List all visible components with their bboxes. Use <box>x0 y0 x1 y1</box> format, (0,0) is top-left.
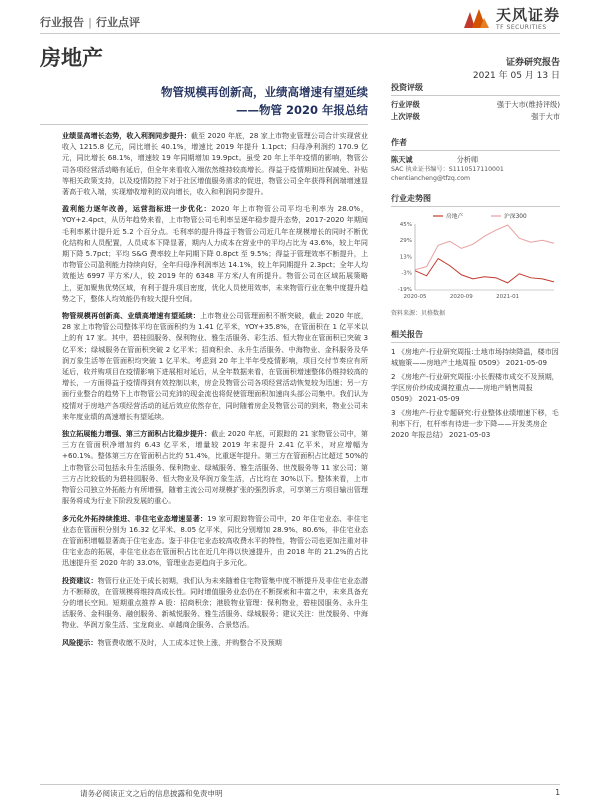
paragraph <box>62 130 368 197</box>
industry-rating-row <box>391 99 560 111</box>
main-body <box>62 130 368 654</box>
paragraph <box>62 513 368 569</box>
paragraph <box>62 575 368 631</box>
subcategory-label: 行业点评 <box>96 16 141 29</box>
legend-label: 沪深300 <box>504 214 527 220</box>
industry-rating-value: 强于大市(维持评级) <box>496 100 560 109</box>
author-name: 陈天诚 <box>391 155 413 164</box>
paragraph-lead: 多元化外拓持续推进、非住宅业态增速显著： <box>62 513 208 523</box>
paragraph-lead: 业绩显高增长态势，收入利润同步提升： <box>62 131 191 140</box>
y-tick-label: 13% <box>399 254 412 261</box>
disclaimer-footer: 请务必阅读正文之后的信息披露和免责申明 <box>80 789 223 798</box>
logo-cn-text: 天风证券 <box>495 5 560 24</box>
series-line-0 <box>415 259 554 283</box>
title-line-2: ——物管 2020 年报总结 <box>235 103 368 117</box>
x-tick-label: 2020-05 <box>403 294 427 300</box>
x-tick-label: 2021-01 <box>496 294 520 300</box>
prev-rating-value: 强于大市 <box>531 112 560 121</box>
industry-rating-key: 行业评级 <box>391 100 420 109</box>
author-row <box>391 154 560 165</box>
paragraph-text: 19 家可跟踪物管公司中，20 年住宅业态、非住宅业态在管面积分别为 16.32 亿平米、8.05 亿平米，同比分别增加 28.9%、80.6%，非住宅业态在管面积增幅显著高于住宅业态。鉴于非住宅业态较高收费水平的特性，物管公司也更加注重对非住宅业态的拓展，非住宅业态在管面积占比在近几年得以快速提升，由 2018 年的 21.2%的占比迅速提升至 2020 年的 33.0%，管理业态更趋向于多元化。 <box>62 513 368 568</box>
report-type: 证券研究报告 <box>505 58 560 68</box>
legend-label: 房地产 <box>446 214 464 220</box>
trend-heading: 行业走势图 <box>391 193 560 207</box>
trend-chart-svg <box>391 210 560 306</box>
title-line-1: 物管规模再创新高，业绩高增速有望延续 <box>161 85 368 99</box>
paragraph-lead: 风险提示： <box>62 637 98 647</box>
y-tick-label: 29% <box>399 238 412 245</box>
related-report-item[interactable]: 1 《房地产-行业研究周报:土地市场持续降温，楼市因城施策——房地产土地周报 0509》 2021-05-09 <box>391 347 559 367</box>
author-email[interactable]: chentiancheng@tfzq.com <box>391 175 471 182</box>
rating-heading: 投资评级 <box>391 82 560 96</box>
report-title <box>40 84 368 125</box>
page-number: 1 <box>555 788 560 797</box>
paragraph-text: 截至 2020 年底，28 家上市物业管理公司合计实现营业收入 1215.8 亿元，同比增长 40.1%，增速比 2019 年提升 1.1pct；归母净利润约 170.9 亿元，同比增长 68.1%，增速较 19 年同期增加 19.9pct。虽受 20 年上半年疫情的影响，物管公司各项经营活动略有延后，但全年来看收入端依然维持较高增长。得益于疫情期间社保减免、补贴等相关政策支持，以及疫情防控下对于社区增值服务需求的促进，物管公司全年获得利润端增速显著高于收入端，实现增收增利的双向增长，收入和利润同步提升。 <box>62 131 369 197</box>
prev-rating-key: 上次评级 <box>391 112 420 121</box>
related-heading: 相关报告 <box>391 329 560 343</box>
company-logo <box>461 6 560 32</box>
paragraph-text: 上市物业公司管理面积不断突破，截止 2020 年底，28 家上市物管公司整体平均在管面积约为 1.41 亿平米，YOY+35.8%，在管面积在 1 亿平米以上的有 17 家。其中，碧桂园服务、保利物业、雅生活服务、彩生活、恒大物业在管面积已突破 3 亿平米；绿城服务在管面积突破 2 亿平米；招商积余、永升生活服务、中海物业、金科服务及华润万象生活等在管面积均突破 1 亿平米。考虑到 20 年上半年受疫情影响，项目交付节奏应有所延后，收并购项目在疫情影响下进展相对延后，从全年数据来看，在管面积增速整体仍维持较高的增长，一方面得益于疫情得到有效控制以来，房企及物管公司各项经营活动恢复较为迅速；另一方面行业整合的趋势下上市物管公司充沛的现金流也将促使管理面积加速向头部公司集中。我们认为疫情对于房地产各项经营活动的延后效应依然存在，同时随着房企及物管公司的到来，物业公司未来年度业绩的高速增长有望延续。 <box>62 311 369 421</box>
x-tick-label: 2020-09 <box>449 294 473 300</box>
footer-rule <box>40 784 560 785</box>
category-label: 行业报告 <box>40 16 84 29</box>
paragraph-text: 2020 年上市物管公司平均毛利率为 28.0%，YOY+2.4pct，从历年趋势来看，上市物管公司毛利率呈逐年稳步提升态势，2017-2020 年期间毛利率累计提升近 5.2 个百分点。毛利率的提升得益于物管公司近几年在规模增长的同时不断优化结构和人员配置，人员成本下降显著，期内人力成本在营业中的平均占比为 43.6%，较上年同期下降 5.7pct；平均 S&G 费率较上年同期下降 0.8pct 至 9.5%；得益于管理效率不断提升，上市物管公司盈利能力持续向好，全年归母净利润率达 14.1%，较上年同期提升 2.3pct；全年人均效能达 6997 平方米/人，较 2019 年的 6348 平方米/人有所提升。物管公司在区域拓展策略上，更加聚焦优势区域，有利于提升项目密度，优化人员使用效率，未来物管行业在集中度提升趋势之下，整体人均效能仍有较大提升空间。 <box>62 204 368 303</box>
paragraph <box>62 428 368 506</box>
paragraph-lead: 投资建议： <box>62 575 98 585</box>
paragraph-text: 截止 2020 年底，可跟踪的 21 家物管公司中，第三方在管面积净增加约 6.43 亿平米，增量较 2019 年末提升 2.41 亿平米，对应增幅为+60.1%。整体第三方在管面积占比约 51.4%，比重逐年提升。第三方在管面积占比超过 50%的上市物管公司包括永升生活服务、保利物业、绿城服务、雅生活服务、世茂服务等 11 家公司；第三方占比较低的为碧桂园服务、恒大物业及华润万象生活，占比均在 30%以下。整体来看，上市物管公司独立外拓能力有所增强，随着主流公司对规模扩张的强烈诉求，可享第三方项目输出管理服务将成为行业下阶段发展的重心。 <box>62 429 368 506</box>
related-report-item[interactable]: 3 《房地产-行业专题研究:行业整体业绩增速下移，毛利率下行，杠杆率有待进一步下降——开发类房企 2020 年报总结》 2021-05-03 <box>391 408 559 439</box>
paragraph <box>62 637 368 648</box>
chart-source: 资料来源：贝格数据 <box>391 310 446 317</box>
paragraph-text: 物管费收缴不及时，人工成本过快上涨，并购整合不及预期 <box>97 637 282 647</box>
y-tick-label: -19% <box>397 286 412 293</box>
paragraph-lead: 物管规模再创新高、业绩高增速有望延续： <box>62 311 201 321</box>
trend-chart <box>391 210 560 306</box>
logo-mark-icon <box>461 6 491 32</box>
report-category <box>40 14 140 30</box>
logo-en-text: TF SECURITIES <box>495 23 547 31</box>
related-report-item[interactable]: 2 《房地产-行业研究周报:小长假楼市成交不及预期，学区房价炒成成调控重点——房地产销售周报 0509》 2021-05-09 <box>391 372 559 403</box>
paragraph-lead: 独立拓展能力增强、第三方面积占比稳步提升： <box>62 429 212 439</box>
y-tick-label: -3% <box>401 270 412 277</box>
paragraph <box>62 310 368 422</box>
header-rule <box>40 33 560 34</box>
paragraph-lead: 盈利能力逐年改善，运营指标进一步优化： <box>62 204 212 214</box>
author-heading: 作者 <box>391 137 560 151</box>
author-role: 分析师 <box>456 155 479 164</box>
author-sac: SAC 执业证书编号：S1110517110001 <box>391 166 504 173</box>
sidebar <box>391 82 560 443</box>
paragraph-text: 物管行业正处于成长初期，我们认为未来随着住宅物管集中度不断提升及非住宅业态潜力不断释放，在管规模将维持高成长性。同时增值服务业态仍在不断探索和丰富之中，未来具备充分的增长空间。短期重点推荐 A 股：招商积余；港股物业管理：保利物业，碧桂园服务、永升生活服务、金科服务、融创服务、新城悦服务、雅生活服务、绿城服务；建议关注：世茂服务、中海物业、华润万象生活、宝龙商业、卓越商企服务、合景悠活。 <box>62 575 369 630</box>
category-separator: | <box>88 16 93 29</box>
prev-rating-row <box>391 111 560 123</box>
series-line-1 <box>415 225 554 270</box>
y-tick-label: 45% <box>399 222 412 228</box>
sector-title: 房地产 <box>40 46 103 70</box>
paragraph <box>62 203 368 304</box>
report-date: 2021 年 05 月 13 日 <box>472 71 560 81</box>
related-reports <box>391 346 560 440</box>
